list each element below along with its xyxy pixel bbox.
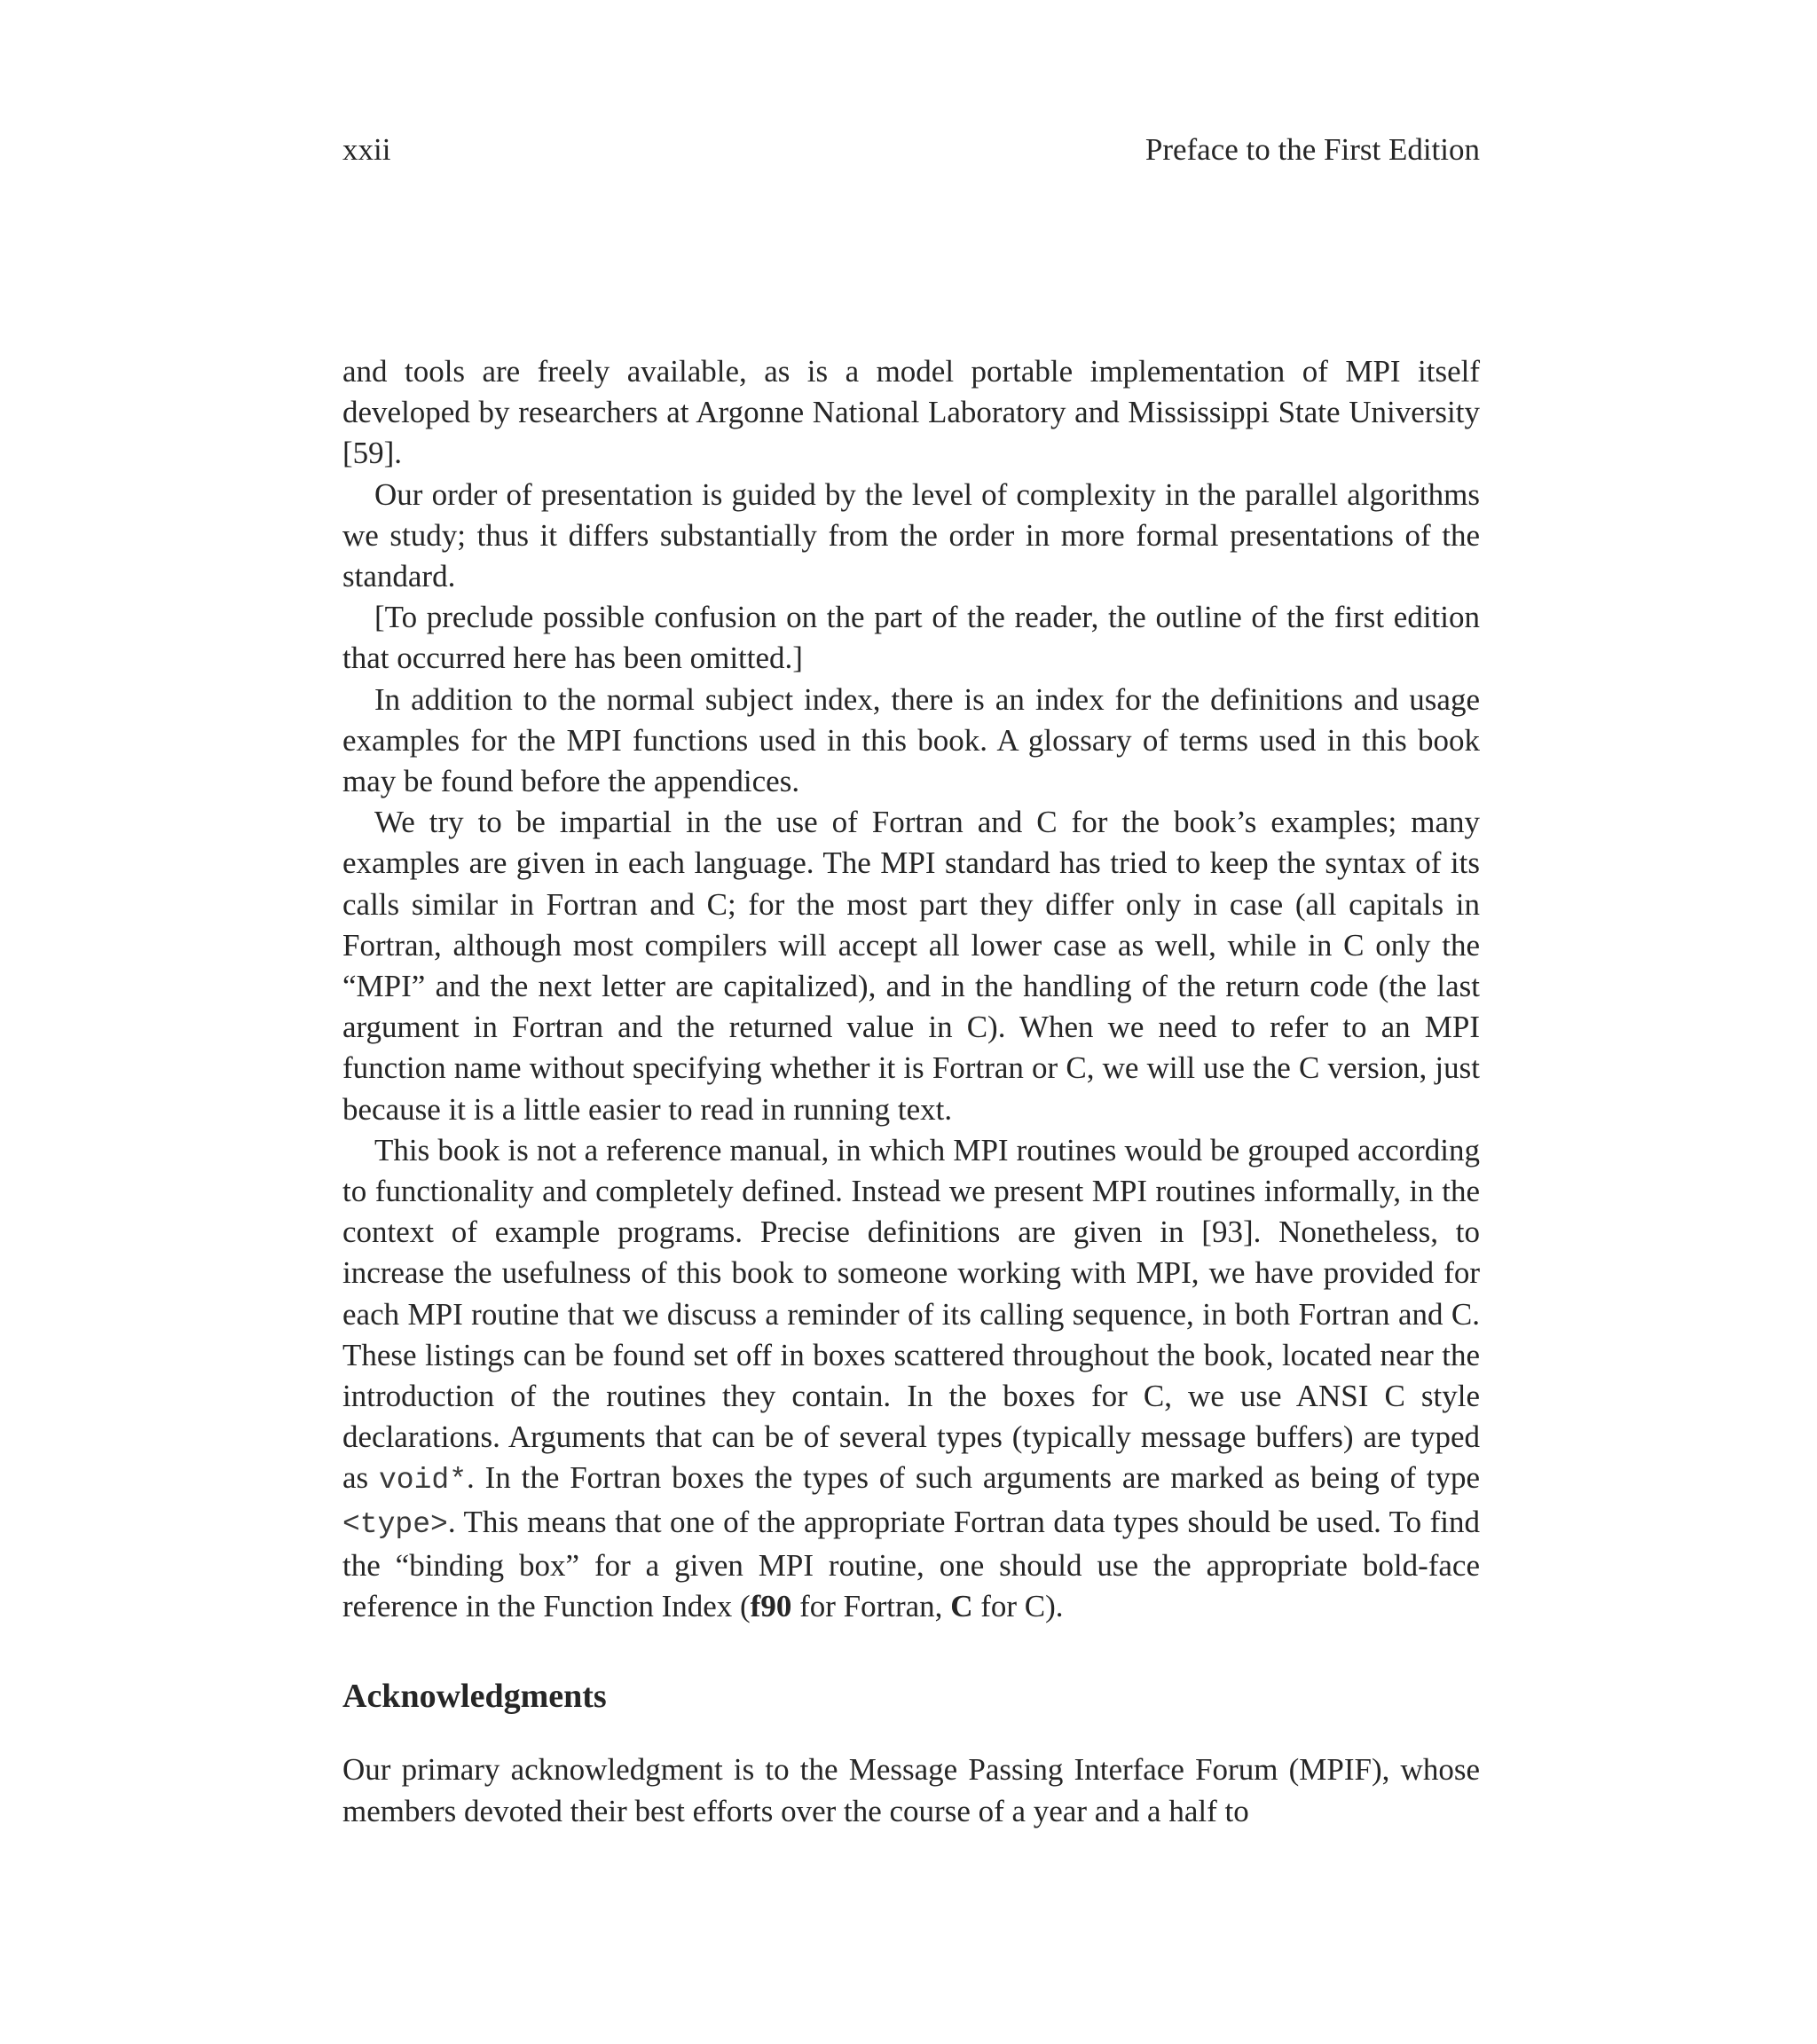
reference-text-2: . In the Fortran boxes the types of such arguments are marked as being of type — [467, 1460, 1481, 1496]
main-text — [342, 351, 1480, 1832]
code-type-placeholder: <type> — [342, 1507, 448, 1541]
reference-text-4: for Fortran, — [791, 1589, 951, 1624]
paragraph-index: In addition to the normal subject index, there is an index for the definitions and usage examples for the MPI functions used in this book. A glossary of terms used in this book may be found before the appendices. — [342, 681, 1480, 799]
running-title: Preface to the First Edition — [1144, 132, 1480, 167]
paragraph-acknowledgment: Our primary acknowledgment is to the Message Passing Interface Forum (MPIF), whose members devoted their best efforts over the course of a year and a half to — [342, 1752, 1480, 1828]
paragraph-tools: and tools are freely available, as is a model portable implementation of MPI itself developed by researchers at Argonne National Laboratory and Mississippi State University [59]. — [342, 354, 1480, 471]
bold-f90: f90 — [750, 1589, 792, 1624]
paragraph-outline-note: [To preclude possible confusion on the part of the reader, the outline of the first edition that occurred here has been omitted.] — [342, 600, 1480, 676]
acknowledgments-heading: Acknowledgments — [342, 1678, 607, 1716]
page-header — [342, 130, 1480, 170]
paragraph-reference — [342, 1130, 1480, 1627]
page-number: xxii — [342, 132, 391, 167]
code-void-pointer: void* — [379, 1464, 468, 1498]
paragraph-order: Our order of presentation is guided by the level of complexity in the parallel algorithms we study; thus it differs substantially from the order in more formal presentations of the standard. — [342, 476, 1480, 594]
paragraph-languages: We try to be impartial in the use of Fortran and C for the book’s examples; many examples are given in each language. The MPI standard has tried to keep the syntax of its calls similar in Fortran and C; for the most part they differ only in case (all capitals in Fortran, although most compilers will accept all lower case as well, while in C only the “MPI” and the next letter are capitalized), and in the handling of the return code (the last argument in Fortran and the returned value in C). When we need to refer to an MPI function name without specifying whether it is Fortran or C, we will use the C version, just because it is a little easier to read in running text. — [342, 805, 1480, 1127]
reference-text-5: for C). — [972, 1589, 1064, 1624]
bold-c: C — [950, 1589, 973, 1624]
reference-text-3: . This means that one of the appropriate Fortran data types should be used. To find the “binding box” for a given MPI routine, one should use the appropriate bold-face reference in the Function Index ( — [342, 1504, 1480, 1624]
reference-text-1: This book is not a reference manual, in which MPI routines would be grouped according to functionality and completely defined. Instead we present MPI routines informally, in the context of example programs. Precise definitions are given in [93]. Nonetheless, to increase the usefulness of this book to someone working with MPI, we have provided for each MPI routine that we discuss a reminder of its calling sequence, in both Fortran and C. These listings can be found set off in boxes scattered throughout the book, located near the introduction of the routines they contain. In the boxes for C, we use ANSI C style declarations. Arguments that can be of several types (typically message buffers) are typed as — [342, 1132, 1480, 1496]
